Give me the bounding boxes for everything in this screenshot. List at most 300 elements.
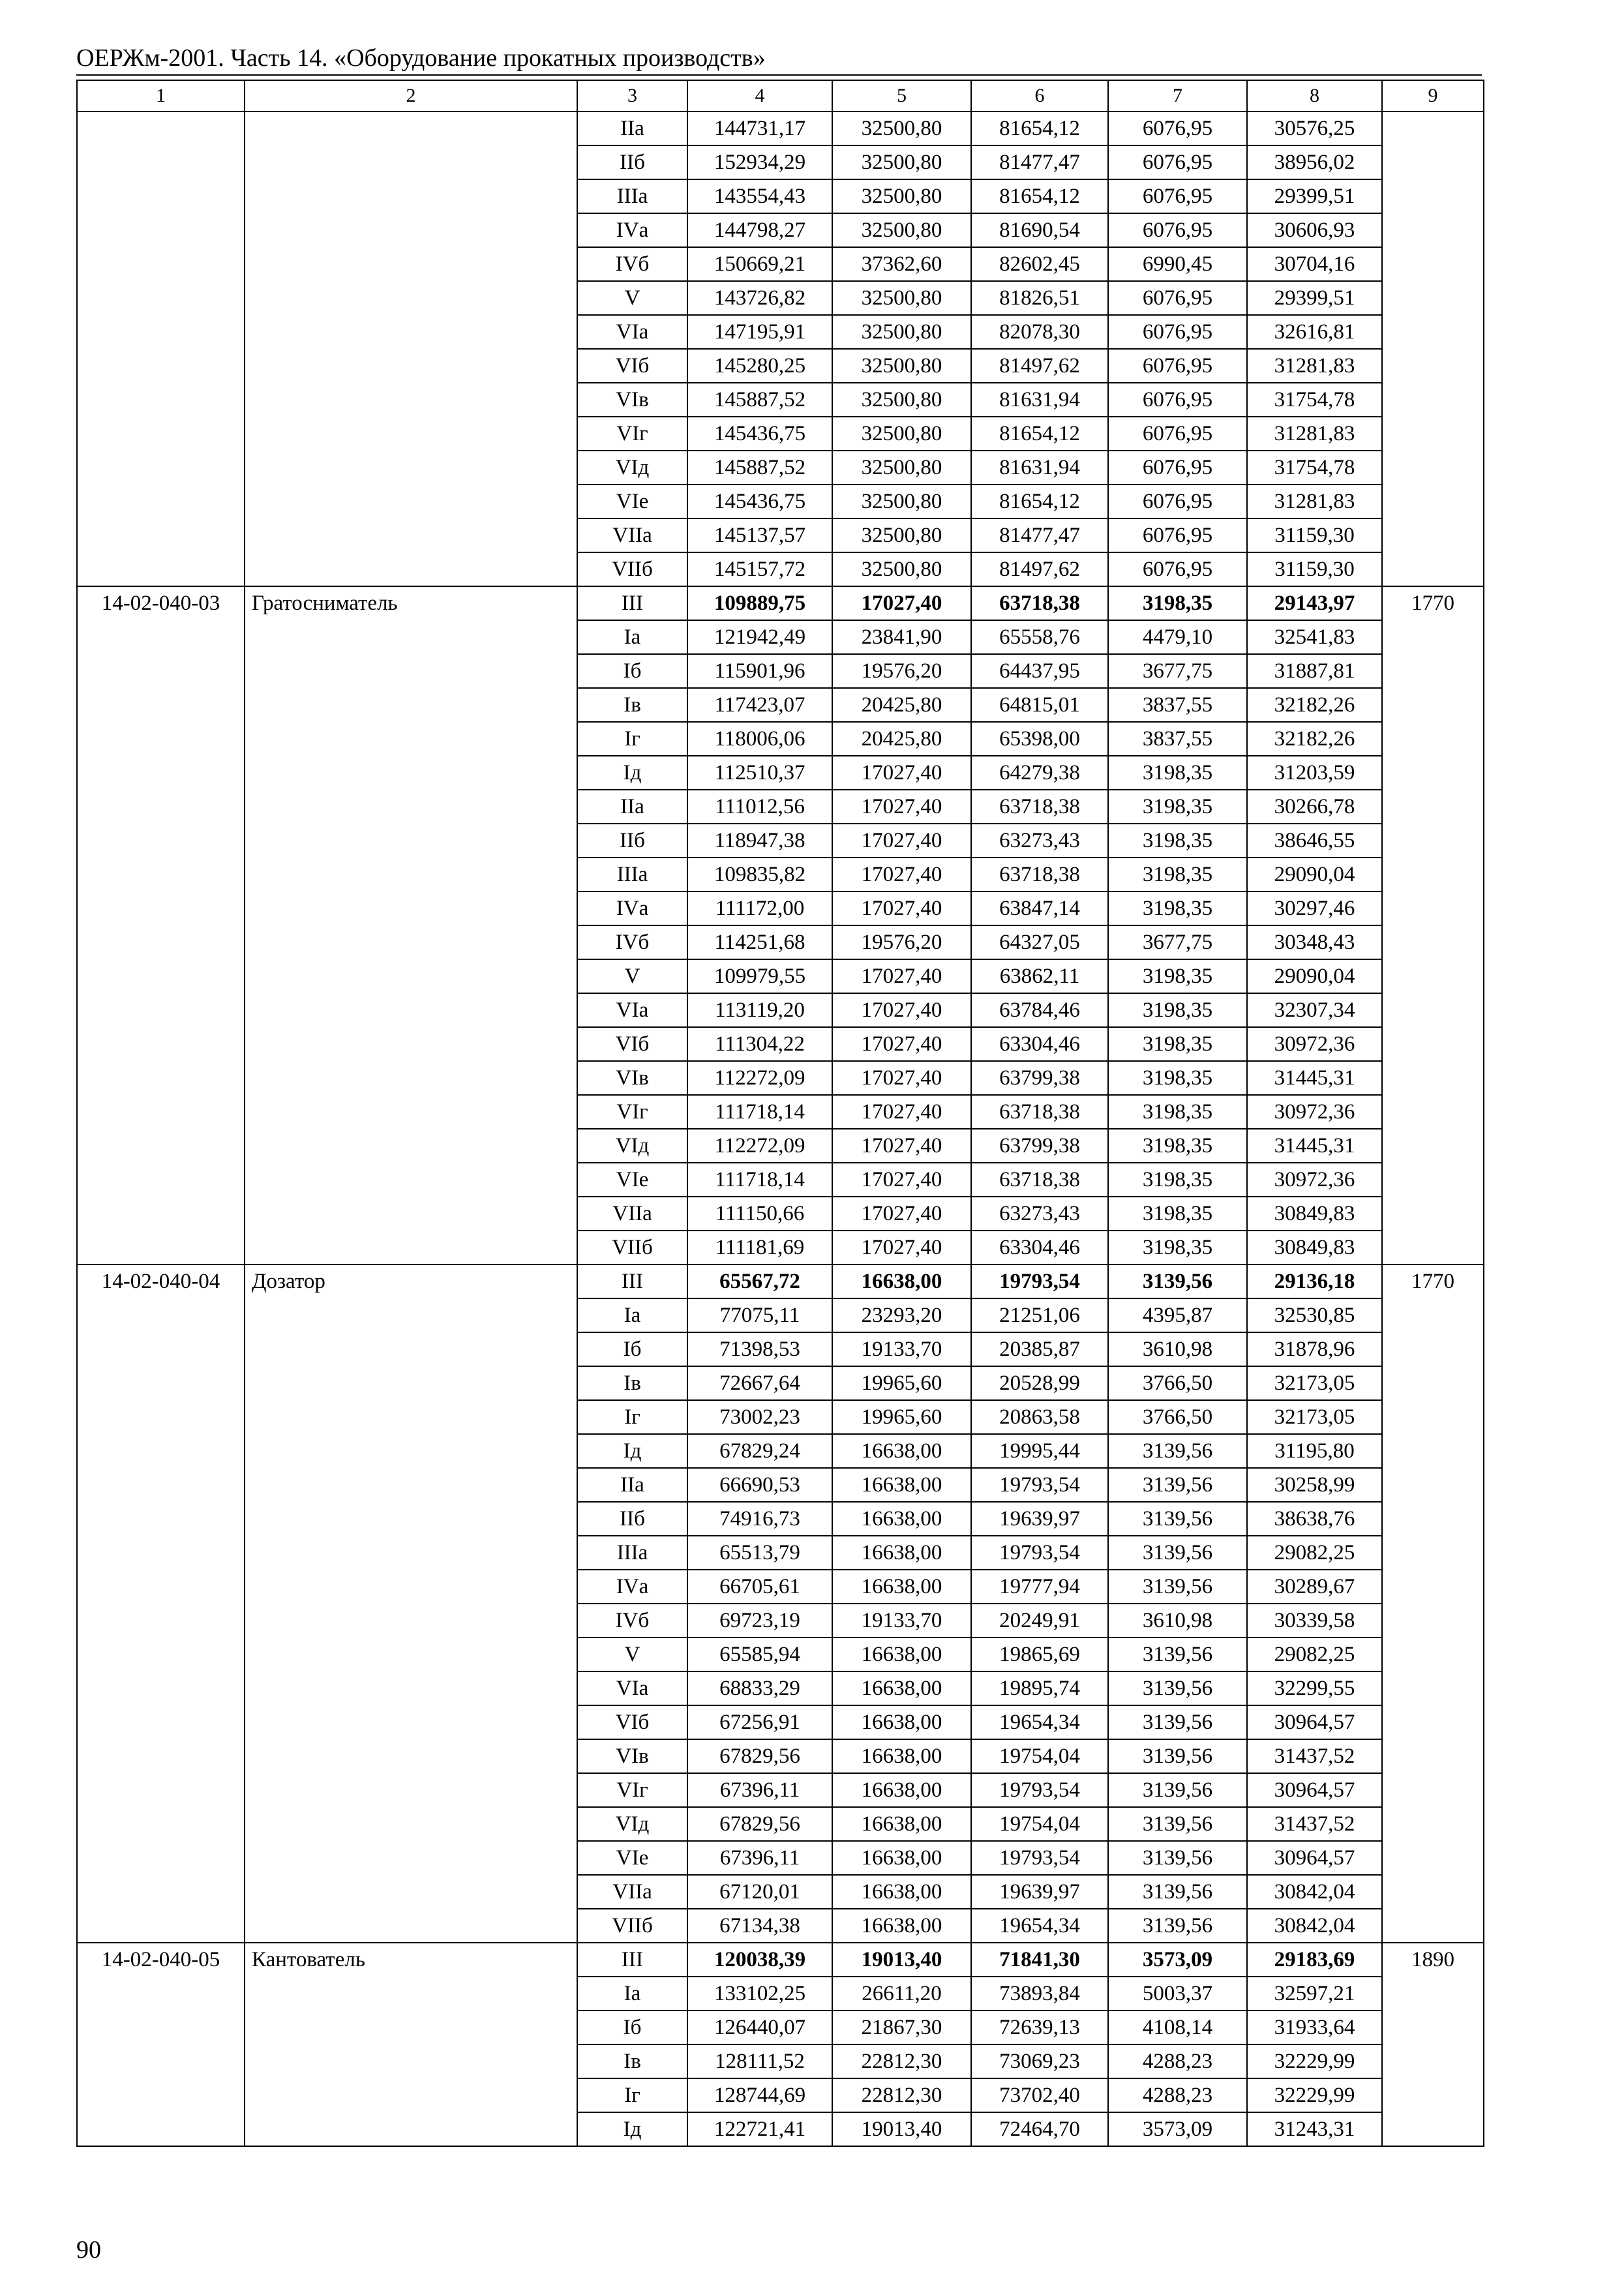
value-cell: 31933,64 [1247, 2011, 1382, 2044]
column-number-4: 4 [687, 80, 832, 112]
value-cell: 20249,91 [971, 1604, 1108, 1638]
value-cell: 20528,99 [971, 1366, 1108, 1400]
value-cell: 4479,10 [1108, 620, 1247, 654]
value-cell: 32541,83 [1247, 620, 1382, 654]
item-code-cell: 14-02-040-03 [77, 586, 245, 1264]
value-cell: 120038,39 [687, 1943, 832, 1977]
value-cell: 16638,00 [832, 1705, 971, 1739]
value-cell: 64815,01 [971, 688, 1108, 722]
value-cell: 63784,46 [971, 993, 1108, 1027]
zone-cell: Iг [577, 722, 687, 756]
value-cell: 30266,78 [1247, 790, 1382, 824]
value-cell: 81654,12 [971, 112, 1108, 145]
value-cell: 67829,56 [687, 1739, 832, 1773]
value-cell: 37362,60 [832, 247, 971, 281]
value-cell: 81477,47 [971, 518, 1108, 552]
value-cell: 73069,23 [971, 2044, 1108, 2078]
value-cell: 128111,52 [687, 2044, 832, 2078]
value-cell: 32500,80 [832, 112, 971, 145]
zone-cell: VIIа [577, 1197, 687, 1231]
value-cell: 17027,40 [832, 891, 971, 925]
table-header-row [77, 80, 1484, 112]
value-cell: 17027,40 [832, 1129, 971, 1163]
zone-cell: IIIа [577, 179, 687, 213]
value-cell: 17027,40 [832, 1231, 971, 1264]
value-cell: 6076,95 [1108, 552, 1247, 586]
value-cell: 19995,44 [971, 1434, 1108, 1468]
value-cell: 143726,82 [687, 281, 832, 315]
value-cell: 65567,72 [687, 1264, 832, 1298]
value-cell: 32530,85 [1247, 1298, 1382, 1332]
value-cell: 16638,00 [832, 1638, 971, 1671]
value-cell: 3139,56 [1108, 1841, 1247, 1875]
zone-cell: III [577, 1264, 687, 1298]
value-cell: 3766,50 [1108, 1366, 1247, 1400]
value-cell: 32500,80 [832, 417, 971, 451]
zone-cell: VIг [577, 1095, 687, 1129]
zone-cell: VIа [577, 315, 687, 349]
value-cell: 63304,46 [971, 1027, 1108, 1061]
value-cell: 29090,04 [1247, 959, 1382, 993]
zone-cell: IVб [577, 247, 687, 281]
value-cell: 111718,14 [687, 1095, 832, 1129]
value-cell: 4108,14 [1108, 2011, 1247, 2044]
value-cell: 121942,49 [687, 620, 832, 654]
value-cell: 66705,61 [687, 1570, 832, 1604]
value-cell: 19793,54 [971, 1536, 1108, 1570]
value-cell: 6076,95 [1108, 213, 1247, 247]
value-cell: 3198,35 [1108, 1197, 1247, 1231]
value-cell: 111150,66 [687, 1197, 832, 1231]
value-cell: 32500,80 [832, 315, 971, 349]
zone-cell: IIIа [577, 858, 687, 891]
value-cell: 128744,69 [687, 2078, 832, 2112]
value-cell: 19576,20 [832, 925, 971, 959]
value-cell: 30348,43 [1247, 925, 1382, 959]
value-cell: 65398,00 [971, 722, 1108, 756]
value-cell: 19013,40 [832, 2112, 971, 2146]
value-cell: 19639,97 [971, 1502, 1108, 1536]
value-cell: 32307,34 [1247, 993, 1382, 1027]
zone-cell: III [577, 1943, 687, 1977]
unit-cell: 1770 [1382, 586, 1484, 1264]
zone-cell: Iб [577, 654, 687, 688]
item-code-cell: 14-02-040-04 [77, 1264, 245, 1943]
value-cell: 22812,30 [832, 2044, 971, 2078]
value-cell: 3139,56 [1108, 1570, 1247, 1604]
value-cell: 17027,40 [832, 1163, 971, 1197]
item-name-cell [245, 112, 577, 586]
zone-cell: Iа [577, 1298, 687, 1332]
value-cell: 17027,40 [832, 1095, 971, 1129]
value-cell: 29399,51 [1247, 179, 1382, 213]
zone-cell: IVб [577, 1604, 687, 1638]
value-cell: 19793,54 [971, 1773, 1108, 1807]
value-cell: 32299,55 [1247, 1671, 1382, 1705]
value-cell: 3573,09 [1108, 2112, 1247, 2146]
value-cell: 3139,56 [1108, 1909, 1247, 1943]
value-cell: 19754,04 [971, 1739, 1108, 1773]
value-cell: 19654,34 [971, 1705, 1108, 1739]
zone-cell: VIIб [577, 552, 687, 586]
value-cell: 63718,38 [971, 790, 1108, 824]
zone-cell: IIа [577, 1468, 687, 1502]
column-number-8: 8 [1247, 80, 1382, 112]
value-cell: 3139,56 [1108, 1807, 1247, 1841]
value-cell: 32500,80 [832, 213, 971, 247]
zone-cell: Iг [577, 2078, 687, 2112]
value-cell: 6076,95 [1108, 112, 1247, 145]
value-cell: 3837,55 [1108, 722, 1247, 756]
value-cell: 31281,83 [1247, 417, 1382, 451]
value-cell: 29082,25 [1247, 1536, 1382, 1570]
value-cell: 30297,46 [1247, 891, 1382, 925]
value-cell: 19777,94 [971, 1570, 1108, 1604]
value-cell: 3139,56 [1108, 1705, 1247, 1739]
value-cell: 147195,91 [687, 315, 832, 349]
value-cell: 3198,35 [1108, 824, 1247, 858]
value-cell: 19133,70 [832, 1332, 971, 1366]
value-cell: 30849,83 [1247, 1197, 1382, 1231]
value-cell: 6076,95 [1108, 281, 1247, 315]
value-cell: 30964,57 [1247, 1705, 1382, 1739]
value-cell: 32182,26 [1247, 722, 1382, 756]
value-cell: 31445,31 [1247, 1061, 1382, 1095]
value-cell: 64327,05 [971, 925, 1108, 959]
value-cell: 145436,75 [687, 485, 832, 518]
value-cell: 16638,00 [832, 1536, 971, 1570]
value-cell: 32500,80 [832, 383, 971, 417]
value-cell: 16638,00 [832, 1434, 971, 1468]
zone-cell: VIб [577, 1027, 687, 1061]
value-cell: 145436,75 [687, 417, 832, 451]
value-cell: 66690,53 [687, 1468, 832, 1502]
value-cell: 63799,38 [971, 1129, 1108, 1163]
value-cell: 72667,64 [687, 1366, 832, 1400]
value-cell: 32173,05 [1247, 1400, 1382, 1434]
value-cell: 38956,02 [1247, 145, 1382, 179]
value-cell: 67134,38 [687, 1909, 832, 1943]
value-cell: 63718,38 [971, 858, 1108, 891]
zone-cell: VIб [577, 349, 687, 383]
value-cell: 16638,00 [832, 1841, 971, 1875]
value-cell: 23293,20 [832, 1298, 971, 1332]
value-cell: 31437,52 [1247, 1807, 1382, 1841]
value-cell: 3677,75 [1108, 654, 1247, 688]
column-number-2: 2 [245, 80, 577, 112]
value-cell: 6076,95 [1108, 179, 1247, 213]
item-name-cell: Дозатор [245, 1264, 577, 1943]
value-cell: 31203,59 [1247, 756, 1382, 790]
page-header [76, 43, 1482, 76]
value-cell: 3198,35 [1108, 1163, 1247, 1197]
value-cell: 17027,40 [832, 1027, 971, 1061]
value-cell: 19793,54 [971, 1468, 1108, 1502]
zone-cell: VIд [577, 451, 687, 485]
zone-cell: Iб [577, 2011, 687, 2044]
value-cell: 73702,40 [971, 2078, 1108, 2112]
value-cell: 17027,40 [832, 1197, 971, 1231]
value-cell: 31159,30 [1247, 552, 1382, 586]
value-cell: 32500,80 [832, 179, 971, 213]
document-title: ОЕРЖм-2001. Часть 14. «Оборудование прокатных производств» [76, 44, 766, 72]
value-cell: 73893,84 [971, 1977, 1108, 2011]
value-cell: 67829,24 [687, 1434, 832, 1468]
value-cell: 81631,94 [971, 451, 1108, 485]
zone-cell: V [577, 959, 687, 993]
value-cell: 6076,95 [1108, 145, 1247, 179]
value-cell: 21867,30 [832, 2011, 971, 2044]
value-cell: 64437,95 [971, 654, 1108, 688]
table-row [77, 586, 1484, 620]
value-cell: 150669,21 [687, 247, 832, 281]
column-number-6: 6 [971, 80, 1108, 112]
value-cell: 19793,54 [971, 1841, 1108, 1875]
zone-cell: VIв [577, 383, 687, 417]
value-cell: 145887,52 [687, 451, 832, 485]
value-cell: 6076,95 [1108, 485, 1247, 518]
zone-cell: Iб [577, 1332, 687, 1366]
value-cell: 143554,43 [687, 179, 832, 213]
zone-cell: VIIб [577, 1231, 687, 1264]
zone-cell: Iв [577, 1366, 687, 1400]
value-cell: 30964,57 [1247, 1841, 1382, 1875]
value-cell: 6990,45 [1108, 247, 1247, 281]
value-cell: 29183,69 [1247, 1943, 1382, 1977]
column-number-9: 9 [1382, 80, 1484, 112]
value-cell: 31159,30 [1247, 518, 1382, 552]
column-number-1: 1 [77, 80, 245, 112]
value-cell: 32500,80 [832, 349, 971, 383]
value-cell: 19793,54 [971, 1264, 1108, 1298]
zone-cell: IIа [577, 790, 687, 824]
value-cell: 109889,75 [687, 586, 832, 620]
value-cell: 63718,38 [971, 1163, 1108, 1197]
value-cell: 112272,09 [687, 1129, 832, 1163]
value-cell: 122721,41 [687, 2112, 832, 2146]
value-cell: 118947,38 [687, 824, 832, 858]
value-cell: 31281,83 [1247, 485, 1382, 518]
zone-cell: Iд [577, 2112, 687, 2146]
value-cell: 17027,40 [832, 586, 971, 620]
value-cell: 3198,35 [1108, 1027, 1247, 1061]
value-cell: 17027,40 [832, 756, 971, 790]
value-cell: 144731,17 [687, 112, 832, 145]
value-cell: 32229,99 [1247, 2078, 1382, 2112]
zone-cell: VIе [577, 485, 687, 518]
value-cell: 3573,09 [1108, 1943, 1247, 1977]
zone-cell: IIа [577, 112, 687, 145]
zone-cell: VIIа [577, 1875, 687, 1909]
value-cell: 71841,30 [971, 1943, 1108, 1977]
value-cell: 67396,11 [687, 1773, 832, 1807]
value-cell: 19965,60 [832, 1366, 971, 1400]
value-cell: 30842,04 [1247, 1875, 1382, 1909]
value-cell: 3139,56 [1108, 1264, 1247, 1298]
value-cell: 6076,95 [1108, 451, 1247, 485]
value-cell: 3610,98 [1108, 1332, 1247, 1366]
value-cell: 64279,38 [971, 756, 1108, 790]
value-cell: 32500,80 [832, 281, 971, 315]
value-cell: 3677,75 [1108, 925, 1247, 959]
value-cell: 38646,55 [1247, 824, 1382, 858]
value-cell: 63847,14 [971, 891, 1108, 925]
value-cell: 29082,25 [1247, 1638, 1382, 1671]
value-cell: 63799,38 [971, 1061, 1108, 1095]
value-cell: 67120,01 [687, 1875, 832, 1909]
value-cell: 32229,99 [1247, 2044, 1382, 2078]
zone-cell: Iа [577, 620, 687, 654]
value-cell: 145280,25 [687, 349, 832, 383]
value-cell: 19639,97 [971, 1875, 1108, 1909]
value-cell: 73002,23 [687, 1400, 832, 1434]
value-cell: 6076,95 [1108, 518, 1247, 552]
zone-cell: IVб [577, 925, 687, 959]
value-cell: 17027,40 [832, 1061, 971, 1095]
zone-cell: III [577, 586, 687, 620]
table-row [77, 1264, 1484, 1298]
value-cell: 81497,62 [971, 349, 1108, 383]
value-cell: 4288,23 [1108, 2044, 1247, 2078]
value-cell: 19654,34 [971, 1909, 1108, 1943]
value-cell: 32597,21 [1247, 1977, 1382, 2011]
value-cell: 3139,56 [1108, 1773, 1247, 1807]
zone-cell: IIб [577, 824, 687, 858]
value-cell: 113119,20 [687, 993, 832, 1027]
value-cell: 111304,22 [687, 1027, 832, 1061]
item-code-cell [77, 112, 245, 586]
value-cell: 26611,20 [832, 1977, 971, 2011]
zone-cell: VIа [577, 1671, 687, 1705]
value-cell: 19895,74 [971, 1671, 1108, 1705]
value-cell: 30289,67 [1247, 1570, 1382, 1604]
value-cell: 29399,51 [1247, 281, 1382, 315]
value-cell: 3139,56 [1108, 1671, 1247, 1705]
table-row [77, 1943, 1484, 1977]
value-cell: 3198,35 [1108, 959, 1247, 993]
value-cell: 3766,50 [1108, 1400, 1247, 1434]
value-cell: 31281,83 [1247, 349, 1382, 383]
value-cell: 3198,35 [1108, 790, 1247, 824]
value-cell: 72464,70 [971, 2112, 1108, 2146]
value-cell: 112272,09 [687, 1061, 832, 1095]
value-cell: 67829,56 [687, 1807, 832, 1841]
value-cell: 31437,52 [1247, 1739, 1382, 1773]
value-cell: 30704,16 [1247, 247, 1382, 281]
value-cell: 114251,68 [687, 925, 832, 959]
value-cell: 111172,00 [687, 891, 832, 925]
header-rule [76, 74, 1482, 76]
unit-cell: 1770 [1382, 1264, 1484, 1943]
zone-cell: VIд [577, 1807, 687, 1841]
value-cell: 30972,36 [1247, 1027, 1382, 1061]
value-cell: 3139,56 [1108, 1536, 1247, 1570]
value-cell: 16638,00 [832, 1570, 971, 1604]
value-cell: 30576,25 [1247, 112, 1382, 145]
value-cell: 3139,56 [1108, 1739, 1247, 1773]
value-cell: 31878,96 [1247, 1332, 1382, 1366]
value-cell: 117423,07 [687, 688, 832, 722]
value-cell: 82078,30 [971, 315, 1108, 349]
value-cell: 16638,00 [832, 1671, 971, 1705]
value-cell: 3139,56 [1108, 1638, 1247, 1671]
value-cell: 31887,81 [1247, 654, 1382, 688]
value-cell: 63304,46 [971, 1231, 1108, 1264]
value-cell: 30964,57 [1247, 1773, 1382, 1807]
zone-cell: IVа [577, 891, 687, 925]
unit-cell [1382, 112, 1484, 586]
zone-cell: Iд [577, 1434, 687, 1468]
zone-cell: VIв [577, 1739, 687, 1773]
value-cell: 3198,35 [1108, 1129, 1247, 1163]
value-cell: 31754,78 [1247, 383, 1382, 417]
value-cell: 16638,00 [832, 1468, 971, 1502]
value-cell: 81826,51 [971, 281, 1108, 315]
value-cell: 3198,35 [1108, 891, 1247, 925]
value-cell: 3198,35 [1108, 1231, 1247, 1264]
value-cell: 19965,60 [832, 1400, 971, 1434]
value-cell: 109979,55 [687, 959, 832, 993]
value-cell: 82602,45 [971, 247, 1108, 281]
value-cell: 81654,12 [971, 485, 1108, 518]
value-cell: 30842,04 [1247, 1909, 1382, 1943]
table-row [77, 112, 1484, 145]
value-cell: 72639,13 [971, 2011, 1108, 2044]
value-cell: 21251,06 [971, 1298, 1108, 1332]
value-cell: 17027,40 [832, 858, 971, 891]
value-cell: 6076,95 [1108, 383, 1247, 417]
value-cell: 31195,80 [1247, 1434, 1382, 1468]
value-cell: 31445,31 [1247, 1129, 1382, 1163]
value-cell: 16638,00 [832, 1875, 971, 1909]
value-cell: 30849,83 [1247, 1231, 1382, 1264]
table-body [77, 80, 1484, 2146]
value-cell: 145137,57 [687, 518, 832, 552]
value-cell: 68833,29 [687, 1671, 832, 1705]
value-cell: 20385,87 [971, 1332, 1108, 1366]
zone-cell: V [577, 1638, 687, 1671]
value-cell: 115901,96 [687, 654, 832, 688]
zone-cell: Iв [577, 688, 687, 722]
zone-cell: Iа [577, 1977, 687, 2011]
zone-cell: V [577, 281, 687, 315]
value-cell: 17027,40 [832, 959, 971, 993]
value-cell: 30606,93 [1247, 213, 1382, 247]
value-cell: 19865,69 [971, 1638, 1108, 1671]
value-cell: 29136,18 [1247, 1264, 1382, 1298]
value-cell: 32616,81 [1247, 315, 1382, 349]
value-cell: 118006,06 [687, 722, 832, 756]
value-cell: 3198,35 [1108, 993, 1247, 1027]
zone-cell: IIб [577, 1502, 687, 1536]
value-cell: 81497,62 [971, 552, 1108, 586]
zone-cell: Iв [577, 2044, 687, 2078]
value-cell: 17027,40 [832, 790, 971, 824]
value-cell: 16638,00 [832, 1807, 971, 1841]
value-cell: 81654,12 [971, 179, 1108, 213]
value-cell: 109835,82 [687, 858, 832, 891]
value-cell: 144798,27 [687, 213, 832, 247]
value-cell: 32500,80 [832, 145, 971, 179]
value-cell: 30258,99 [1247, 1468, 1382, 1502]
page-number: 90 [76, 2236, 101, 2264]
value-cell: 3610,98 [1108, 1604, 1247, 1638]
value-cell: 22812,30 [832, 2078, 971, 2112]
zone-cell: VIIа [577, 518, 687, 552]
value-cell: 63273,43 [971, 1197, 1108, 1231]
value-cell: 81477,47 [971, 145, 1108, 179]
value-cell: 112510,37 [687, 756, 832, 790]
